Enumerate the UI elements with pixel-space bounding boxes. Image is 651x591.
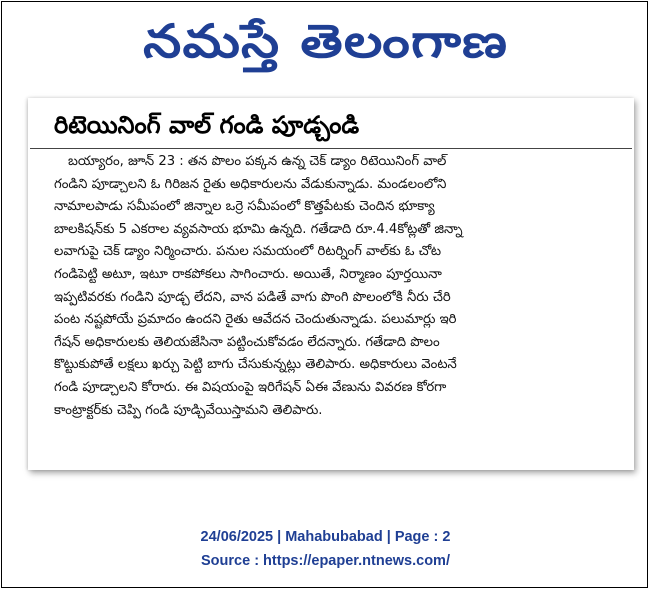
article-line: బయ్యారం, జూన్ 23 : తన పొలం పక్కన ఉన్న చెక్ డ్యాం రిటెయినింగ్ వాల్ [68, 154, 447, 169]
article-line: నామాలపాడు సమీపంలో జిన్నాల ఒర్రె సమీపంలో కొత్తపేటకు చెందిన భూక్యా [54, 199, 435, 215]
article-line: కొట్టుకుపోతే లక్షలు ఖర్చు పెట్టి బాగు చేసుకున్నట్లు తెలిపారు. అధికారులు వెంటనే [54, 357, 457, 373]
article-line: గండి పూడ్చాలని కోరారు. ఈ విషయంపై ఇరిగేషన్ ఏఈ వేణును వివరణ కోరగా [54, 379, 447, 395]
article-line: గండిని పూడ్చాలని ఓ గిరిజన రైతు అధికారులను వేడుకున్నాడు. మండలంలోని [54, 176, 447, 192]
article-line: కాంట్రాక్టర్‌కు చెప్పి గండి పూడ్చివేయిస్తామని తెలిపారు. [54, 402, 323, 418]
headline-divider [30, 148, 632, 149]
article-line: బాలకిషన్‌కు 5 ఎకరాల వ్యవసాయ భూమి ఉన్నది. గతేడాది రూ.4.4కోట్లతో జిన్నా [54, 221, 463, 237]
masthead [0, 6, 651, 80]
article-body [54, 151, 620, 422]
article-line: గండిపెట్టి అటూ, ఇటూ రాకపోకలు సాగించారు. అయితే, నిర్మాణం పూర్తయినా [54, 266, 442, 282]
publication-info: 24/06/2025 | Mahabubabad | Page : 2 [200, 529, 451, 545]
newspaper-logo: నమస్తే తెలంగాణ [142, 14, 509, 68]
article-line: పంట నష్టపోయే ప్రమాదం ఉందని రైతు ఆవేదన చెందుతున్నాడు. పలుమార్లు ఇరి [54, 312, 457, 328]
article-line: ఇప్పటివరకు గండిని పూడ్చ లేదని, వాన పడితే వాగు పొంగి పొలంలోకి నీరు చేరి [54, 289, 451, 305]
source-info: Source : https://epaper.ntnews.com/ [201, 553, 450, 569]
article-headline: రిటెయినింగ్ వాల్ గండి పూడ్చండి [54, 111, 360, 139]
article-line: గేషన్ అధికారులకు తెలియజేసినా పట్టించుకోవడం లేదన్నారు. గతేడాది పొలం [54, 334, 440, 350]
article-line: లవాగుపై చెక్ డ్యాం నిర్మించారు. పనుల సమయంలో రిటర్నింగ్ వాల్‌కు ఓ చోట [54, 244, 442, 260]
